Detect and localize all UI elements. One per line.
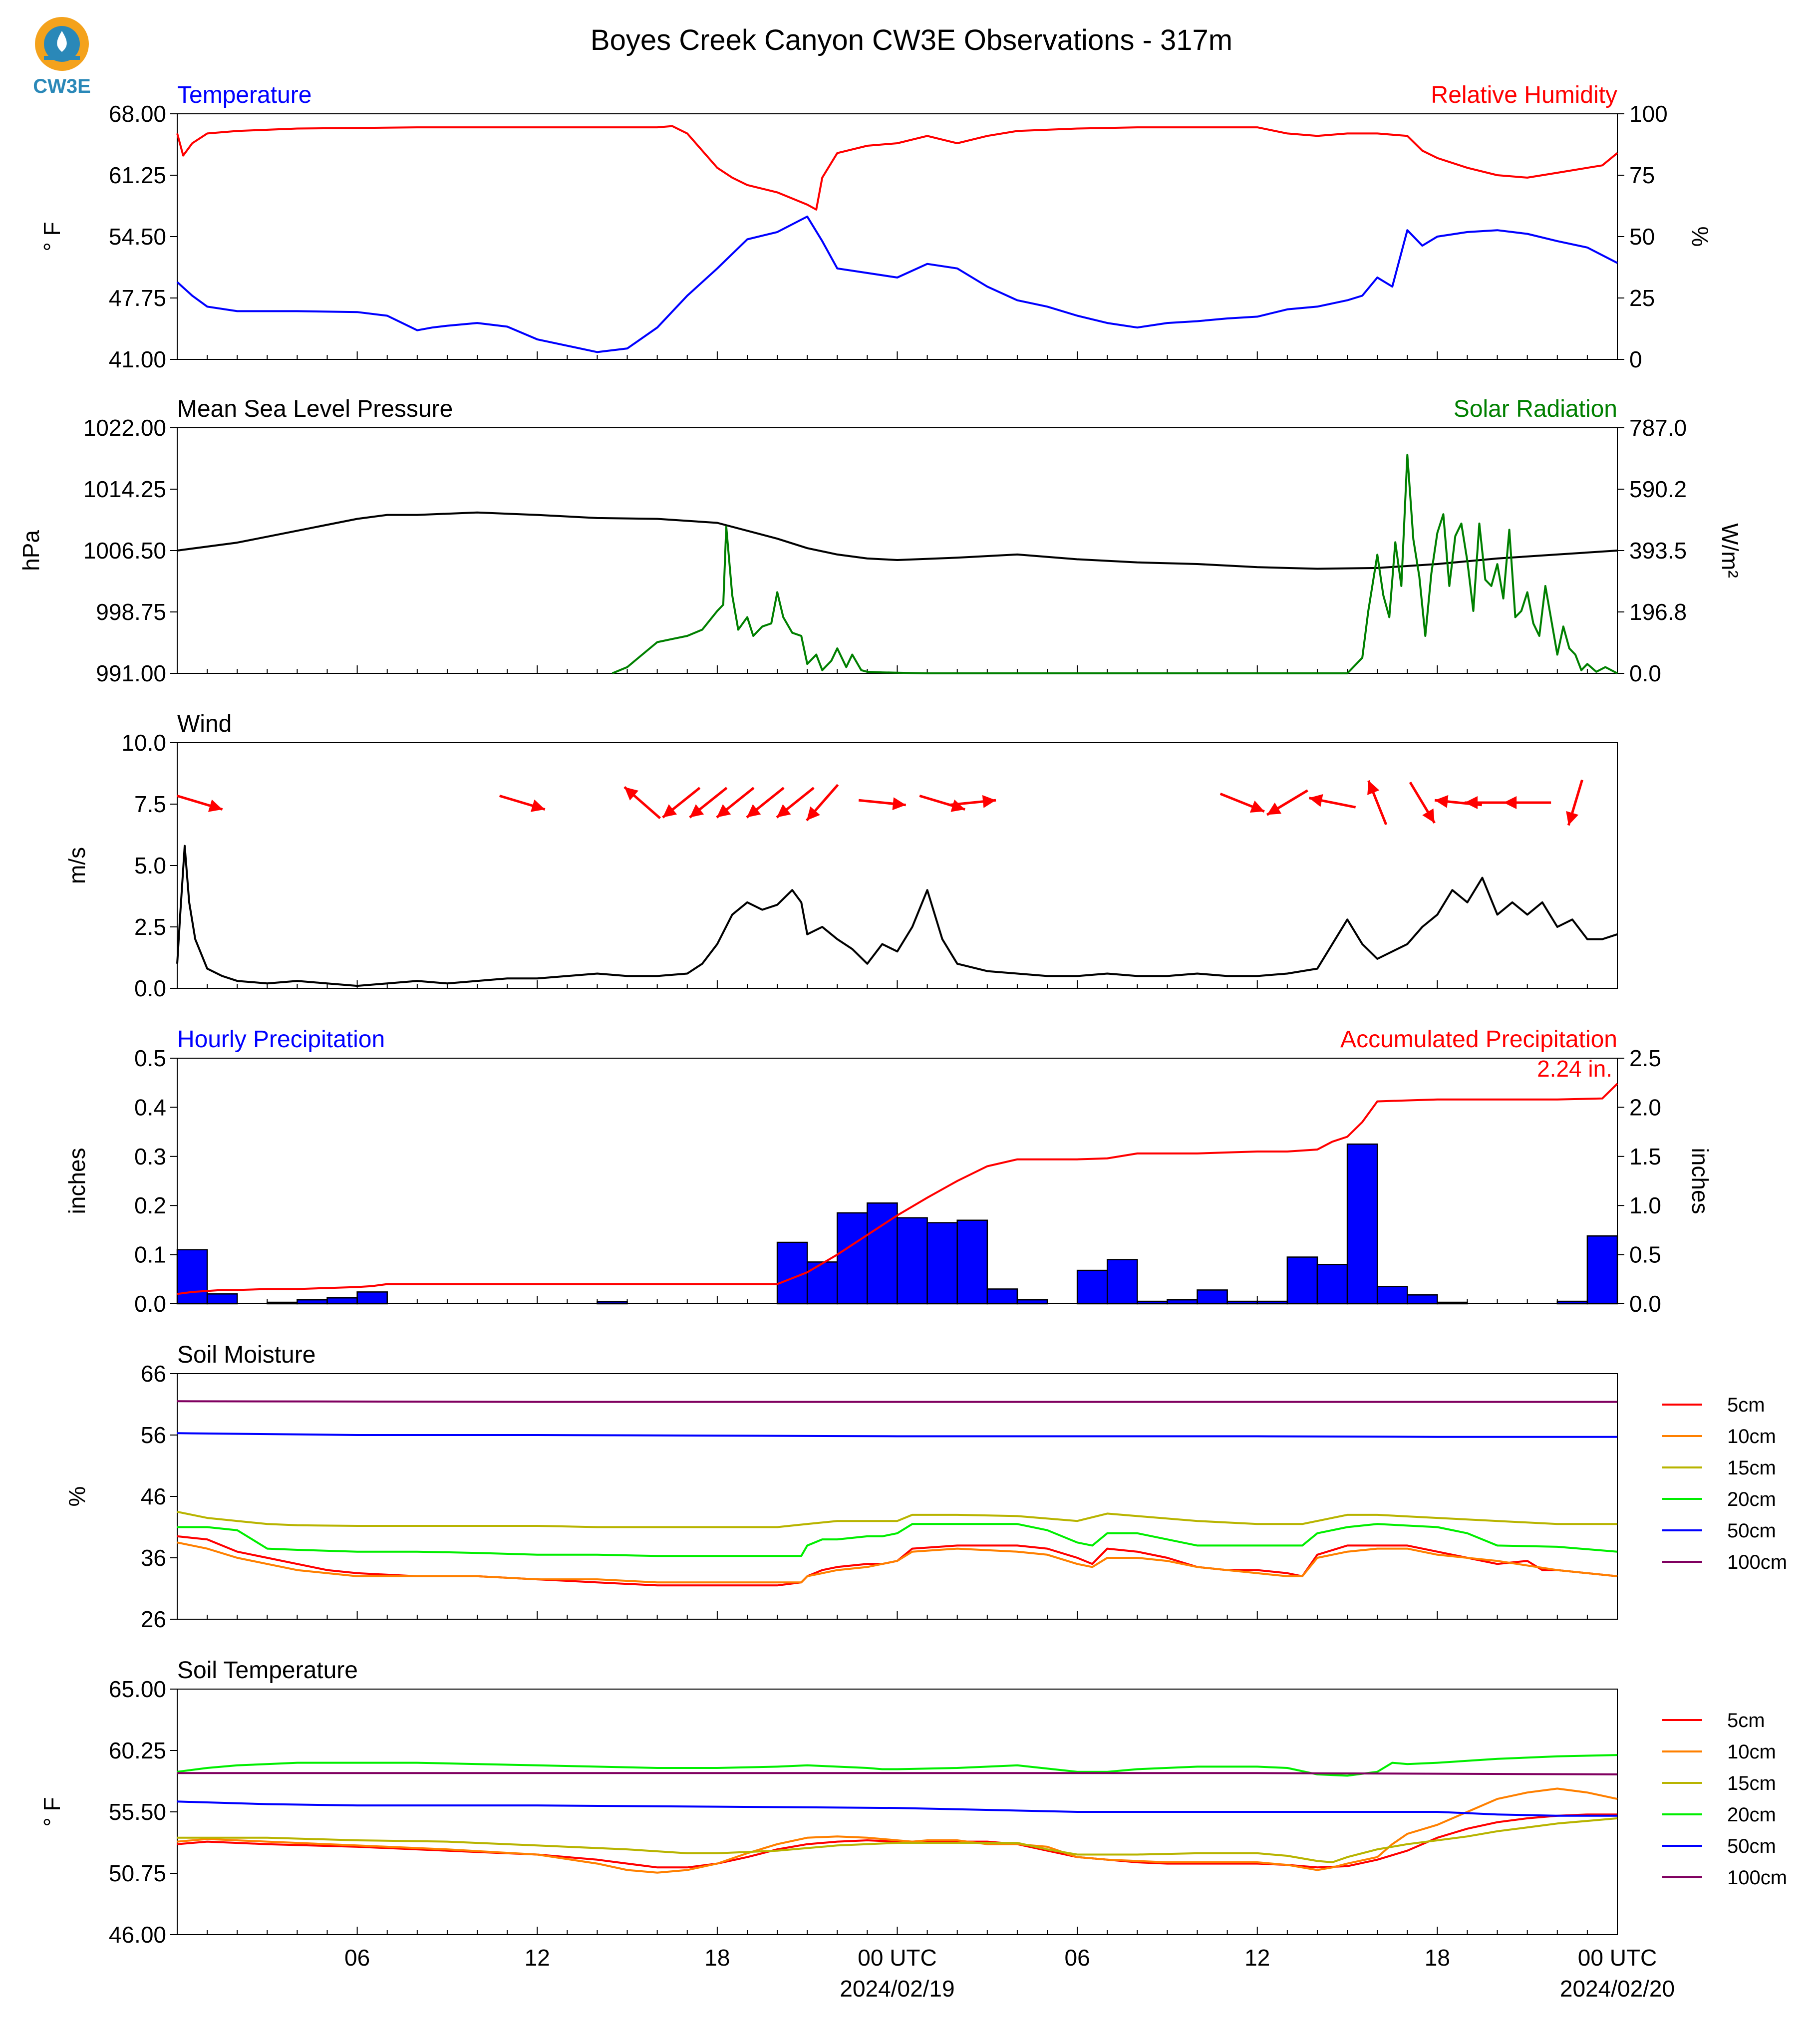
y-tick-label: 41.00 [108, 346, 166, 372]
y2-tick-label: 393.5 [1629, 538, 1687, 564]
legend-label-100cm: 100cm [1727, 1867, 1788, 1889]
wind-arrow [1566, 780, 1582, 826]
chart-panels [18, 82, 1787, 2002]
plot-frame [177, 1374, 1617, 1619]
precip-bar [1317, 1264, 1347, 1304]
series-line-50cm [177, 1433, 1617, 1437]
legend-label-100cm: 100cm [1727, 1551, 1788, 1573]
y-tick-label: 68.00 [108, 101, 166, 127]
series-line-50cm [177, 1801, 1617, 1816]
series-line-left [177, 513, 1617, 569]
y2-tick-label: 0.5 [1629, 1241, 1661, 1268]
legend-label-50cm: 50cm [1727, 1520, 1776, 1542]
logo-wave [44, 56, 80, 60]
precip-bar [1347, 1144, 1377, 1304]
wind-arrow-head [1504, 796, 1517, 809]
precip-bar [1137, 1301, 1167, 1304]
precip-bar [357, 1292, 387, 1304]
panel-title-right: Relative Humidity [1431, 82, 1617, 108]
logo-text: CW3E [33, 75, 91, 97]
legend-label-15cm: 15cm [1727, 1772, 1776, 1794]
precip-bar [267, 1302, 297, 1304]
panel-soil_moisture [64, 1342, 1787, 1632]
y2-tick-label: 1.0 [1629, 1192, 1661, 1219]
precip-bar [1077, 1270, 1107, 1304]
wind-arrow-head [1309, 794, 1323, 807]
wind-arrow [859, 797, 906, 810]
y-tick-label: 2.5 [134, 914, 166, 940]
y2-axis-label: inches [1687, 1148, 1713, 1214]
y-tick-label: 54.50 [108, 224, 166, 250]
y-axis-label: hPa [18, 530, 44, 571]
y-tick-label: 0.0 [134, 975, 166, 1001]
x-tick-label: 06 [1064, 1945, 1090, 1971]
panel-title-left: Wind [177, 711, 232, 737]
y-axis-label: inches [64, 1148, 90, 1214]
legend-label-10cm: 10cm [1727, 1741, 1776, 1763]
x-tick-label: 18 [1424, 1945, 1450, 1971]
precip-bar [177, 1250, 207, 1304]
y2-tick-label: 25 [1629, 285, 1655, 311]
y-tick-label: 61.25 [108, 162, 166, 188]
series-line-left [177, 217, 1617, 352]
y-tick-label: 1014.25 [83, 476, 166, 502]
panel-title-left: Hourly Precipitation [177, 1026, 385, 1053]
series-line-10cm [177, 1542, 1617, 1582]
y2-tick-label: 100 [1629, 101, 1668, 127]
y-axis-label: % [64, 1486, 90, 1507]
accumulated-total-label: 2.24 in. [1537, 1056, 1612, 1082]
y-tick-label: 47.75 [108, 285, 166, 311]
precip-bar [957, 1220, 987, 1304]
panel-wind [64, 711, 1617, 1001]
x-tick-label: 06 [344, 1945, 370, 1971]
legend-label-20cm: 20cm [1727, 1804, 1776, 1826]
y-tick-label: 10.0 [121, 730, 166, 756]
panel-precip [64, 1026, 1713, 1317]
series-line-100cm [177, 1401, 1617, 1402]
y-axis-label: ° F [39, 1797, 65, 1827]
y-tick-label: 0.0 [134, 1291, 166, 1317]
wind-arrow [747, 788, 784, 817]
x-date-label: 2024/02/20 [1559, 1976, 1675, 2002]
x-tick-label: 12 [524, 1945, 550, 1971]
panel-title-right: Solar Radiation [1453, 396, 1617, 422]
y2-axis-label: W/m² [1717, 523, 1743, 578]
precip-bar [1377, 1287, 1407, 1304]
precip-bar [1557, 1301, 1587, 1304]
wind-arrow-head [1465, 796, 1478, 809]
precip-bar [987, 1289, 1017, 1304]
y2-tick-label: 2.0 [1629, 1094, 1661, 1121]
y-tick-label: 0.2 [134, 1192, 166, 1219]
series-line-right [177, 126, 1617, 210]
panel-title-left: Temperature [177, 82, 312, 108]
panel-temp_rh [39, 82, 1713, 372]
precip-bar [207, 1294, 237, 1304]
series-line-10cm [177, 1788, 1617, 1872]
plot-frame [177, 114, 1617, 359]
y-tick-label: 65.00 [108, 1676, 166, 1702]
panel-pressure_solar [18, 396, 1743, 686]
precip-bar [898, 1218, 927, 1304]
wind-arrow [1309, 794, 1355, 807]
precip-bar [927, 1223, 957, 1304]
legend-label-5cm: 5cm [1727, 1394, 1765, 1416]
y-tick-label: 66 [140, 1361, 166, 1387]
y-axis-label: m/s [64, 847, 90, 884]
logo [33, 17, 91, 97]
precip-bar [297, 1300, 327, 1304]
wind-arrow [1504, 796, 1551, 809]
panel-title-left: Mean Sea Level Pressure [177, 396, 453, 422]
legend-label-10cm: 10cm [1727, 1426, 1776, 1448]
y2-axis-label: % [1687, 226, 1713, 247]
y-tick-label: 998.75 [96, 599, 166, 625]
y-tick-label: 0.4 [134, 1094, 166, 1121]
series-line-20cm [177, 1524, 1617, 1556]
y2-tick-label: 196.8 [1629, 599, 1687, 625]
precip-bar [807, 1262, 837, 1304]
y-tick-label: 46 [140, 1483, 166, 1509]
y-tick-label: 991.00 [96, 660, 166, 686]
precip-bar [1198, 1290, 1227, 1304]
y2-tick-label: 0 [1629, 346, 1642, 372]
y-tick-label: 26 [140, 1606, 166, 1632]
precip-bar [1167, 1300, 1197, 1304]
precip-bar [1587, 1236, 1617, 1304]
precip-bar [1107, 1259, 1137, 1304]
precip-bar [1287, 1257, 1317, 1304]
wind-arrow [1267, 791, 1307, 815]
y-tick-label: 0.5 [134, 1045, 166, 1071]
y-tick-label: 7.5 [134, 791, 166, 817]
legend-label-5cm: 5cm [1727, 1710, 1765, 1732]
y-axis-label: ° F [39, 222, 65, 252]
legend-label-15cm: 15cm [1727, 1457, 1776, 1479]
x-tick-label: 18 [704, 1945, 730, 1971]
precip-bar [1437, 1302, 1467, 1304]
y-tick-label: 50.75 [108, 1860, 166, 1886]
legend-label-20cm: 20cm [1727, 1488, 1776, 1510]
wind-arrow [1220, 794, 1264, 813]
x-axis-labels [344, 1945, 1675, 2002]
legend-label-50cm: 50cm [1727, 1835, 1776, 1857]
panel-title-left: Soil Temperature [177, 1657, 358, 1684]
series-line-left [177, 846, 1617, 986]
precip-bar [1227, 1301, 1257, 1304]
precip-bar [1407, 1295, 1437, 1304]
series-line-100cm [177, 1773, 1617, 1774]
precip-bar [597, 1302, 627, 1304]
y-tick-label: 55.50 [108, 1799, 166, 1825]
precip-bar [837, 1213, 867, 1304]
y-tick-label: 5.0 [134, 853, 166, 878]
x-tick-label: 00 UTC [858, 1945, 937, 1971]
panel-title-right: Accumulated Precipitation [1340, 1026, 1617, 1053]
y2-tick-label: 590.2 [1629, 476, 1687, 502]
y-tick-label: 46.00 [108, 1922, 166, 1948]
y2-tick-label: 0.0 [1629, 1291, 1661, 1317]
x-date-label: 2024/02/19 [840, 1976, 955, 2002]
chart-title: Boyes Creek Canyon CW3E Observations - 317m [590, 24, 1233, 56]
y2-tick-label: 50 [1629, 224, 1655, 250]
series-line-right [612, 455, 1618, 673]
plot-frame [177, 428, 1617, 673]
y-tick-label: 1006.50 [83, 538, 166, 564]
y-tick-label: 56 [140, 1422, 166, 1448]
wind-arrow [1410, 782, 1435, 823]
wind-arrow [177, 796, 223, 812]
x-tick-label: 12 [1244, 1945, 1270, 1971]
x-tick-label: 00 UTC [1577, 1945, 1657, 1971]
y2-tick-label: 0.0 [1629, 660, 1661, 686]
y-tick-label: 60.25 [108, 1738, 166, 1763]
wind-arrow [777, 788, 814, 817]
y2-tick-label: 787.0 [1629, 415, 1687, 441]
wind-arrow [624, 787, 660, 819]
y-tick-label: 36 [140, 1545, 166, 1571]
panel-soil_temperature [39, 1657, 1787, 1948]
precip-bar [1017, 1300, 1047, 1304]
y2-tick-label: 75 [1629, 162, 1655, 188]
y-tick-label: 1022.00 [83, 415, 166, 441]
precip-bar [1257, 1301, 1287, 1304]
y-tick-label: 0.1 [134, 1241, 166, 1268]
y2-tick-label: 2.5 [1629, 1045, 1661, 1071]
wind-arrow [1367, 781, 1386, 825]
precip-bar [327, 1298, 357, 1304]
panel-title-left: Soil Moisture [177, 1342, 316, 1368]
wind-arrow [500, 796, 545, 812]
y2-tick-label: 1.5 [1629, 1143, 1661, 1169]
y-tick-label: 0.3 [134, 1143, 166, 1169]
